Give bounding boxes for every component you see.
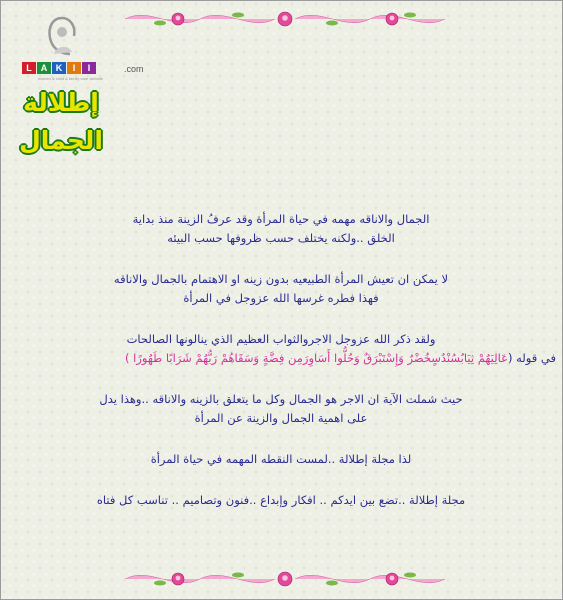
floral-border-top [120,6,450,32]
paragraph-1 [6,210,556,248]
mother-child-logo-icon [40,14,84,58]
logo-dotcom: .com [124,64,144,74]
logo-letter-l: L [22,62,36,74]
paragraph-5 [6,450,556,469]
quran-verse: عَالِيَهُمْ ثِيَابُسُنْدُسٍخُضْرٌ وَإِسْتَبْرَقٌ وَحُلُّوا أَسَاوِرَمِن فِضَّةٍ وَسَقَاهُمْ رَبُّهُمْ شَرَابًا طَهُورًا ) [124,351,508,365]
paragraph-2-line-1: لا يمكن ان تعيش المرأة الطبيعيه بدون زينه او الاهتمام بالجمال والاناقه [113,272,449,286]
article-body [6,210,556,532]
paragraph-5-line-1: لذا مجلة إطلالة ..لمست النقطه المهمه في حياة المرأة [150,452,412,466]
paragraph-4-line-2: على اهمية الجمال والزينة عن المرأة [194,411,368,425]
paragraph-3 [6,330,556,368]
paragraph-4-line-1: حيث شملت الآية ان الاجر هو الجمال وكل ما يتعلق بالزينه والاناقه ..وهذا يدل [99,392,463,406]
paragraph-2 [6,270,556,308]
paragraph-6-line-1: مجلة إطلالة ..تضع بين ايدكم .. افكار وإبداع ..فنون وتصاميم .. تناسب كل فتاه [96,493,466,507]
logo-letter-k: K [52,62,66,74]
verse-prefix: في قوله ( [508,351,556,365]
floral-border-bottom [120,566,450,592]
page-title: إطلالة الجمال [19,88,103,155]
paragraph-1-line-2: الخلق ..ولكنه يختلف حسب ظروفها حسب البيئه [167,231,395,245]
logo-letter-a: A [37,62,51,74]
paragraph-3-verse-line [6,349,556,368]
logo-letter-i2: I [82,62,96,74]
lakii-logo[interactable] [16,14,146,81]
logo-letter-i1: I [67,62,81,74]
paragraph-1-line-1: الجمال والاناقه مهمه في حياة المرأة وقد عرفُ الزينة منذ بداية [132,212,430,226]
paragraph-3-line-1: ولقد ذكر الله عزوجل الاجروالثواب العظيم الذي ينالونها الصالحات [126,332,436,346]
paragraph-4 [6,390,556,428]
paragraph-2-line-2: فهذا فطره غرسها الله عزوجل في المرأة [183,291,379,305]
paragraph-6 [6,491,556,510]
logo-tagline: women & child & family care website [38,76,103,81]
